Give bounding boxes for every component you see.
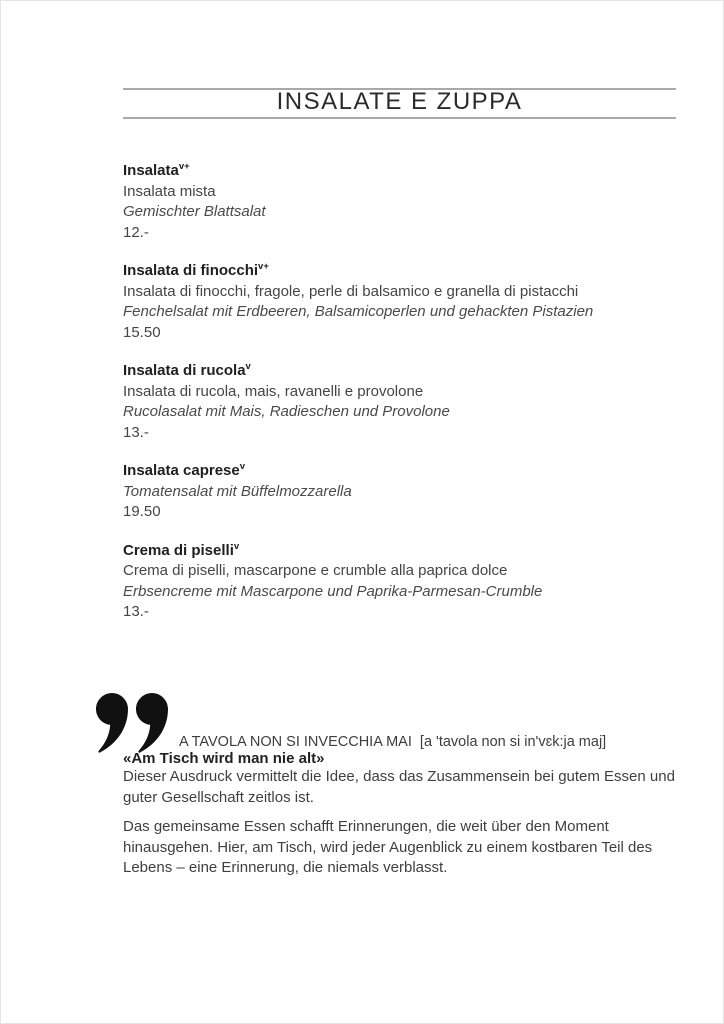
menu-item xyxy=(123,361,689,443)
diet-mark: v xyxy=(233,540,240,552)
menu-item-name-text: Insalata xyxy=(123,162,179,179)
menu-item-description-german: Rucolasalat mit Mais, Radieschen und Provolone xyxy=(123,403,450,420)
menu-item-name xyxy=(123,161,689,182)
menu-item-name xyxy=(123,261,689,282)
menu-item-description-german: Fenchelsalat mit Erdbeeren, Balsamicoperlen und gehackten Pistazien xyxy=(123,303,594,320)
menu-item-price: 19.50 xyxy=(123,503,161,520)
menu-item-description-italian: Insalata mista xyxy=(123,182,216,200)
menu-item-description-italian: Crema di piselli, mascarpone e crumble alla paprica dolce xyxy=(123,562,508,579)
menu-item-name-text: Crema di piselli xyxy=(123,541,234,559)
menu-item-description-italian: Insalata di finocchi, fragole, perle di balsamico e granella di pistacchi xyxy=(123,282,579,300)
menu-item-price: 13.- xyxy=(123,423,149,441)
menu-item xyxy=(123,261,689,343)
diet-mark: v xyxy=(245,361,251,372)
menu-item-name xyxy=(123,361,689,382)
menu-item-price: 15.50 xyxy=(123,323,161,341)
menu-item xyxy=(123,461,689,523)
menu-item-name xyxy=(123,541,689,562)
diet-mark: v+ xyxy=(178,161,190,172)
quote-italian-line: A TAVOLA NON SI INVECCHIA MAI [a 'tavola non si in'vɛk:ja maj] xyxy=(179,734,607,750)
menu-item-name xyxy=(123,461,689,482)
menu-item-description-german: Gemischter Blattsalat xyxy=(123,203,266,220)
header-rule-bottom xyxy=(123,117,676,119)
quote-explanation-paragraph-1: Dieser Ausdruck vermittelt die Idee, dass das Zusammensein bei gutem Essen und guter Gesellschaft zeitlos ist. xyxy=(123,768,675,806)
menu-list xyxy=(123,161,689,641)
diet-mark: v+ xyxy=(258,261,269,272)
menu-item-price: 12.- xyxy=(123,223,149,241)
quote-german-translation: «Am Tisch wird man nie alt» xyxy=(123,750,325,767)
menu-item-description-italian: Insalata di rucola, mais, ravanelli e provolone xyxy=(123,382,424,400)
menu-item xyxy=(123,161,689,243)
menu-item xyxy=(123,541,689,623)
menu-item-description-german: Tomatensalat mit Büffelmozzarella xyxy=(123,482,352,500)
page-title: INSALATE E ZUPPA xyxy=(276,88,523,115)
menu-item-name-text: Insalata di rucola xyxy=(123,362,246,379)
menu-item-price: 13.- xyxy=(123,603,149,620)
diet-mark: v xyxy=(239,461,246,472)
quote-explanation-paragraph-2: Das gemeinsame Essen schafft Erinnerungen, die weit über den Moment hinausgehen. Hier, am Tisch, wird jeder Augenblick zu einem kostbaren Teil des Lebens – eine Erinnerung, die niemals verblasst. xyxy=(123,818,653,876)
quotation-mark-icon xyxy=(96,693,168,755)
menu-item-name-text: Insalata di finocchi xyxy=(123,262,259,279)
menu-item-name-text: Insalata caprese xyxy=(123,462,240,479)
menu-item-description-german: Erbsencreme mit Mascarpone und Paprika-Parmesan-Crumble xyxy=(123,582,543,600)
